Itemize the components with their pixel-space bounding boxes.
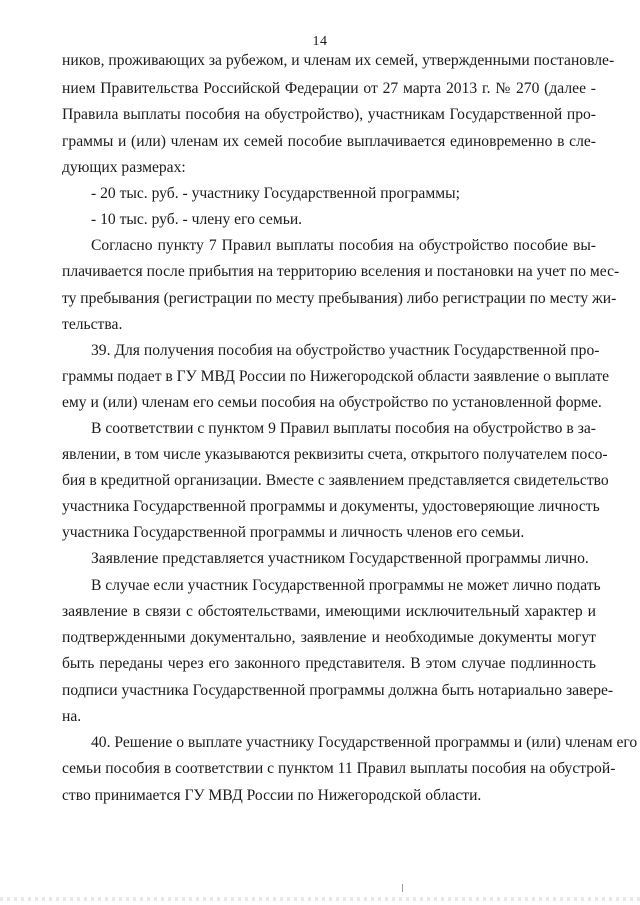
list-item: - 20 тыс. руб. - участнику Государственной программы; [91,185,460,202]
text-line: ту пребывания (регистрации по месту пребывания) либо регистрации по месту жи- [62,290,617,307]
list-item: - 10 тыс. руб. - члену его семьи. [91,211,303,228]
text-line: Правила выплаты пособия на обустройство), участникам Государственной про- [62,106,596,123]
text-line: подтвержденными документально, заявление и необходимые документы могут [62,629,596,646]
text-line: плачивается после прибытия на территорию вселения и постановки на учет по мес- [62,263,620,280]
text-line: на. [62,708,82,725]
paragraph-first-line: 40. Решение о выплате участнику Государственной программы и (или) членам его [91,734,638,751]
text-line: участника Государственной программы и документы, удостоверяющие личность [62,498,600,515]
text-line: заявление в связи с обстоятельствами, имеющими исключительный характер и [62,603,596,620]
scan-artifact [0,897,640,901]
text-line: ников, проживающих за рубежом, и членам их семей, утвержденными постановле- [62,52,615,69]
text-line: подписи участника Государственной программы должна быть нотариально завере- [62,682,614,699]
paragraph-first-line: В соответствии с пунктом 9 Правил выплаты пособия на обустройство в за- [91,420,596,437]
text-line: граммы подает в ГУ МВД России по Нижегородской области заявление о выплате [62,368,610,385]
text-line: граммы и (или) членам их семей пособие выплачивается единовременно в сле- [62,133,596,150]
text-line: тельства. [62,316,123,333]
page-number: 14 [312,34,328,49]
text-line: нием Правительства Российской Федерации от 27 марта 2013 г. № 270 (далее - [62,80,596,97]
text-line: быть переданы через его законного представителя. В этом случае подлинность [62,655,596,672]
text-line: явлении, в том числе указываются реквизиты счета, открытого получателем посо- [62,446,608,463]
paragraph-first-line: 39. Для получения пособия на обустройство участник Государственной про- [91,342,600,359]
text-line: ему и (или) членам его семьи пособия на обустройство по установленной форме. [62,394,602,411]
paragraph-first-line: Заявление представляется участником Государственной программы лично. [91,550,589,567]
scan-artifact [402,884,403,892]
paragraph-first-line: В случае если участник Государственной программы не может лично подать [91,577,601,594]
text-line: дующих размерах: [62,159,186,176]
text-line: ство принимается ГУ МВД России по Нижегородской области. [62,787,482,804]
text-line: участника Государственной программы и личность членов его семьи. [62,524,525,541]
paragraph-first-line: Согласно пункту 7 Правил выплаты пособия на обустройство пособие вы- [91,237,596,254]
text-line: семьи пособия в соответствии с пунктом 11 Правил выплаты пособия на обустрой- [62,760,616,777]
text-line: бия в кредитной организации. Вместе с заявлением представляется свидетельство [62,472,609,489]
